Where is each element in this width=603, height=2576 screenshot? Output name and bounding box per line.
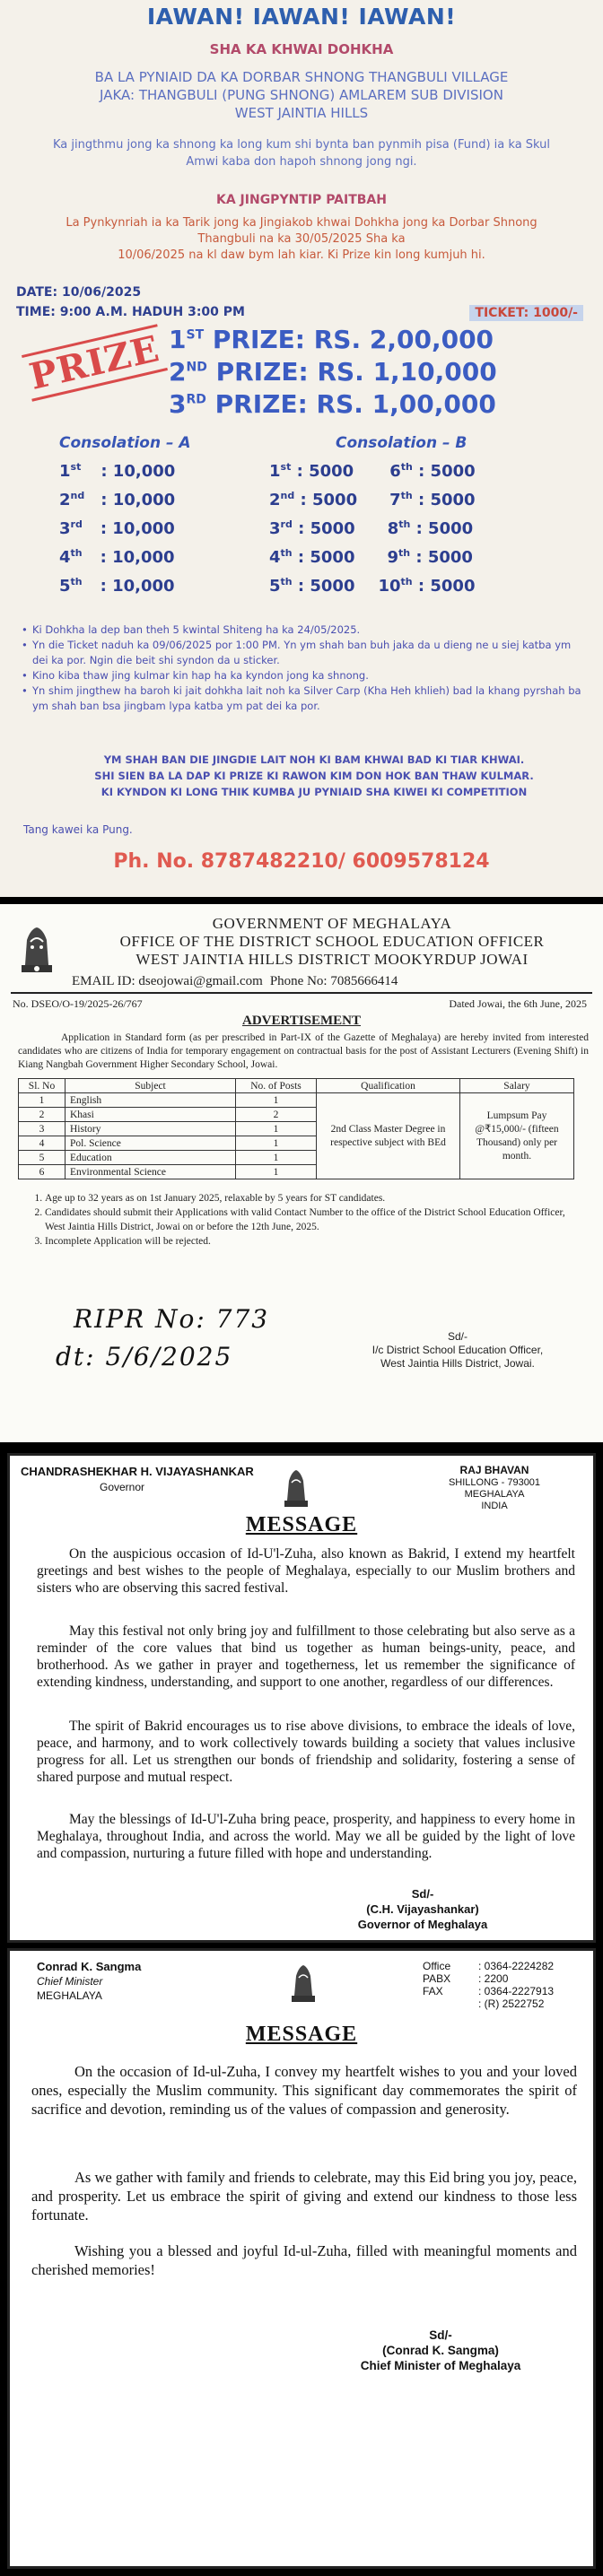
caps-line: KI KYNDON KI LONG THIK KUMBA JU PYNIAID SHA KIWEI KI COMPETITION <box>100 786 528 798</box>
col-header: Sl. No <box>19 1079 66 1093</box>
cell-posts: 1 <box>236 1151 317 1165</box>
sign-line: West Jaintia Hills District, Jowai. <box>380 1357 535 1370</box>
office-phone: Phone No: 7085666414 <box>269 974 398 988</box>
dseo-advertisement <box>0 904 603 1442</box>
poster-subtitle: SHA KA KHWAI DOHKHA <box>209 41 394 57</box>
posts-table <box>18 1078 574 1179</box>
consolation-a-row: 5th : 10,000 <box>59 576 175 596</box>
office-header <box>72 915 592 969</box>
cm-contact-block <box>423 1960 554 2010</box>
cell-slno: 5 <box>19 1151 66 1165</box>
cell-slno: 4 <box>19 1136 66 1151</box>
note-item: • Ki Dohkha la dep ban theh 5 kwintal Shiteng ha ka 24/05/2025. <box>22 622 583 638</box>
consolation-a-row: 2nd : 10,000 <box>59 490 176 509</box>
fund-note: Ka jingthmu jong ka shnong ka long kum shi bynta ban pynmih pisa (Fund) ia ka Skul Amwi kaba don hapoh shnong jong ngi. <box>52 138 551 169</box>
third-prize: 3RD PRIZE: RS. 1,00,000 <box>169 389 496 419</box>
organiser-line: WEST JAINTIA HILLS <box>234 105 369 121</box>
governor-message <box>7 1453 596 1943</box>
gov-line: WEST JAINTIA HILLS DISTRICT MOOKYRDUP JOWAI <box>135 951 529 968</box>
advert-body: Application in Standard form (as per prescribed in Part-IX of the Gazette of Meghalaya) are hereby invited from interested candidates who are citizens of India for temporary engagement on contractual basis for the post of Assistant Lecturers (Evening Shift) in Kiang Nangbah Government Higher Secondary School, Jowai. <box>18 1032 589 1070</box>
cell-posts: 1 <box>236 1136 317 1151</box>
advert-heading: ADVERTISEMENT <box>242 1014 361 1028</box>
handwritten-ripr-number: RIPR No: 773 <box>74 1304 270 1334</box>
poster-organiser <box>0 68 603 122</box>
second-prize: 2ND PRIZE: RS. 1,10,000 <box>169 357 497 387</box>
organiser-line: JAKA: THANGBULI (PUNG SHNONG) AMLAREM SUB DIVISION <box>100 87 503 103</box>
cell-slno: 3 <box>19 1122 66 1136</box>
sign-line: Sd/- <box>429 2328 452 2342</box>
poster-title: IAWAN! IAWAN! IAWAN! <box>146 4 457 30</box>
contact-row: Office : 0364-2224282 <box>423 1960 555 1972</box>
col-header: Qualification <box>317 1079 460 1093</box>
message-paragraph: On the occasion of Id-ul-Zuha, I convey my heartfelt wishes to you and your loved ones, especially the Muslim community. This significant day commemorates the spirit of sacrifice and devotion, reminding us of the values of compassion and generosity. <box>31 2063 577 2118</box>
message-title: MESSAGE <box>245 1513 358 1536</box>
organiser-line: BA LA PYNIAID DA KA DORBAR SHNONG THANGBULI VILLAGE <box>94 69 509 85</box>
consolation-b-row: 3rd : 5000 8th : 5000 <box>269 518 474 538</box>
note-item: • Yn die Ticket naduh ka 09/06/2025 por 1:00 PM. Yn ym shah ban buh jaka da u dieng ne u siej katba ym dei ka por. Ngin die beit shi syndon da u sticker. <box>22 638 583 668</box>
cm-name: Conrad K. Sangma <box>37 1960 142 1973</box>
message-paragraph: The spirit of Bakrid encourages us to rise above divisions, to embrace the ideals of love, peace, and harmony, and to work collectively towards building a society that values inclusive progress for all. Let us strengthen our bonds of friendship and solidarity, fostering a sense of shared purpose and mutual respect. <box>37 1719 575 1785</box>
ashoka-emblem-icon <box>286 1960 320 2005</box>
governor-role: Governor <box>100 1481 145 1493</box>
office-contact <box>72 974 398 989</box>
rules-line: 10/06/2025 na kl daw bym lah kiar. Ki Prize kin long kumjuh hi. <box>118 248 485 262</box>
contact-row: : (R) 2522752 <box>478 1997 545 2010</box>
cell-slno: 6 <box>19 1165 66 1179</box>
condition-item: 2. Candidates should submit their Applications with valid Contact Number to the office of the District School Education Officer, West Jaintia Hills District, Jowai on or before the 12th June, 2025. <box>45 1205 583 1234</box>
rules-line: Thangbuli na ka 30/05/2025 Sha ka <box>197 232 406 246</box>
note-item: • Kino kiba thaw jing kulmar kin hap ha ka kyndon jong ka shnong. <box>22 668 583 683</box>
consolation-b-row: 1st : 5000 6th : 5000 <box>269 461 476 481</box>
rules-text <box>27 215 576 264</box>
cell-posts: 1 <box>236 1093 317 1108</box>
office-email: EMAIL ID: dseojowai@gmail.com <box>72 974 263 988</box>
header-divider <box>11 992 592 994</box>
governor-signature <box>333 1886 512 1932</box>
handwritten-date: dt: 5/6/2025 <box>56 1342 233 1371</box>
consolation-a-row: 1st : 10,000 <box>59 461 176 481</box>
message-paragraph: May this festival not only bring joy and fulfillment to those celebrating but also serve as a reminder of the core values that bind us together as human beings-unity, peace, and brotherhood. As we gather in prayer and togetherness, let us remember the significance of extending kindness, understanding, and support to one another, regardless of our differences. <box>37 1623 575 1690</box>
consolation-b-label: Consolation – B <box>336 434 468 452</box>
note-item: • Yn shim jingthew ha baroh ki jait dohkha lait noh ka Silver Carp (Kha Heh khlieh) bad la khang pyrshah ba ym shah ban bsa jingbam lypa katba ym pat dei ka por. <box>22 683 583 714</box>
event-time: TIME: 9:00 A.M. HADUH 3:00 PM <box>16 305 245 319</box>
advert-signature-block <box>341 1330 574 1371</box>
conditions-list <box>27 1191 583 1249</box>
cell-subject: History <box>66 1122 236 1136</box>
address-line: SHILLONG - 793001 <box>448 1477 541 1488</box>
consolation-a-row: 3rd : 10,000 <box>59 518 175 538</box>
chief-minister-message <box>7 1948 596 2569</box>
message-paragraph: On the auspicious occasion of Id-U'l-Zuha, also known as Bakrid, I extend my heartfelt greetings and best wishes to the people of Meghalaya, especially to our Muslim brothers and sisters who are observing this sacred festival. <box>37 1546 575 1596</box>
table-header-row <box>19 1079 574 1093</box>
pung-note: Tang kawei ka Pung. <box>23 823 133 836</box>
cm-role: Chief Minister <box>37 1975 103 1988</box>
col-header: Salary <box>460 1079 574 1093</box>
contact-row: FAX : 0364-2227913 <box>423 1985 555 1997</box>
cell-posts: 1 <box>236 1165 317 1179</box>
col-header: Subject <box>66 1079 236 1093</box>
cm-signature <box>333 2328 548 2373</box>
caps-line: YM SHAH BAN DIE JINGDIE LAIT NOH KI BAM KHWAI BAD KI TIAR KHWAI. <box>103 753 525 766</box>
address-line: RAJ BHAVAN <box>459 1464 529 1476</box>
consolation-a-row: 4th : 10,000 <box>59 547 175 567</box>
ticket-price: TICKET: 1000/- <box>469 305 583 321</box>
address-line: MEGHALAYA <box>464 1489 525 1500</box>
cell-subject: Pol. Science <box>66 1136 236 1151</box>
sign-line: I/c District School Education Officer, <box>371 1344 544 1356</box>
message-paragraph: As we gather with family and friends to celebrate, may this Eid bring you joy, peace, and prosperity. Let us embrace the spirit of giving and extend our kindness to those less fortunate. <box>31 2169 577 2224</box>
poster-phone: Ph. No. 8787482210/ 6009578124 <box>113 850 490 873</box>
cell-posts: 1 <box>236 1122 317 1136</box>
sign-line: (C.H. Vijayashankar) <box>366 1902 479 1916</box>
cm-state: MEGHALAYA <box>37 1989 102 2002</box>
sign-line: Governor of Meghalaya <box>357 1918 488 1931</box>
governor-name: CHANDRASHEKHAR H. VIJAYASHANKAR <box>21 1465 254 1478</box>
condition-item: 1. Age up to 32 years as on 1st January 2025, relaxable by 5 years for ST candidates. <box>45 1191 583 1205</box>
sign-line: Chief Minister of Meghalaya <box>360 2359 521 2372</box>
message-paragraph: May the blessings of Id-U'l-Zuha bring peace, prosperity, and happiness to every home in Meghalaya, throughout India, and across the world. May we all be guided by the light of love and compassion, nurturing a future filled with hope and understanding. <box>37 1812 575 1861</box>
sign-line: Sd/- <box>411 1887 434 1901</box>
cell-slno: 1 <box>19 1093 66 1108</box>
ref-number: No. DSEO/O-19/2025-26/767 <box>13 997 143 1010</box>
caps-line: SHI SIEN BA LA DAP KI PRIZE KI RAWON KIM DON HOK BAN THAW KULMAR. <box>94 770 534 782</box>
consolation-a-label: Consolation – A <box>59 434 191 452</box>
ashoka-emblem-icon <box>14 920 59 976</box>
cell-subject: Education <box>66 1151 236 1165</box>
table-row <box>19 1093 574 1108</box>
dated: Dated Jowai, the 6th June, 2025 <box>449 997 587 1010</box>
gov-line: GOVERNMENT OF MEGHALAYA <box>212 915 452 932</box>
gov-line: OFFICE OF THE DISTRICT SCHOOL EDUCATION OFFICER <box>119 933 545 950</box>
cell-subject: English <box>66 1093 236 1108</box>
sign-line: (Conrad K. Sangma) <box>382 2344 499 2357</box>
rules-title: KA JINGPYNTIP PAITBAH <box>216 193 387 207</box>
sign-line: Sd/- <box>447 1330 468 1343</box>
prize-stamp: PRIZE <box>22 324 168 401</box>
cell-slno: 2 <box>19 1108 66 1122</box>
cell-subject: Environmental Science <box>66 1165 236 1179</box>
raj-bhavan-address <box>432 1465 557 1512</box>
cell-salary: Lumpsum Pay @₹15,000/- (fifteen Thousand) only per month. <box>460 1093 574 1179</box>
message-title: MESSAGE <box>245 2023 358 2046</box>
poster-notes <box>22 622 583 714</box>
address-line: INDIA <box>481 1501 508 1511</box>
condition-item: 3. Incomplete Application will be rejected. <box>45 1234 583 1249</box>
contact-row: PABX : 2200 <box>423 1972 509 1985</box>
ashoka-emblem-icon <box>279 1465 313 1510</box>
event-date: DATE: 10/06/2025 <box>16 285 142 300</box>
consolation-b-row: 2nd : 5000 7th : 5000 <box>269 490 476 509</box>
cell-subject: Khasi <box>66 1108 236 1122</box>
cell-qualification: 2nd Class Master Degree in respective subject with BEd <box>317 1093 460 1179</box>
lottery-poster <box>0 0 603 897</box>
col-header: No. of Posts <box>236 1079 317 1093</box>
poster-caps-rules <box>54 752 574 800</box>
rules-line: La Pynkynriah ia ka Tarik jong ka Jingiakob khwai Dohkha jong ka Dorbar Shnong <box>66 216 537 230</box>
message-paragraph: Wishing you a blessed and joyful Id-ul-Zuha, filled with meaningful moments and cherished memories! <box>31 2242 577 2278</box>
consolation-b-row: 4th : 5000 9th : 5000 <box>269 547 473 567</box>
consolation-b-row: 5th : 5000 10th : 5000 <box>269 576 476 596</box>
cell-posts: 2 <box>236 1108 317 1122</box>
first-prize: 1ST PRIZE: RS. 2,00,000 <box>169 325 494 354</box>
